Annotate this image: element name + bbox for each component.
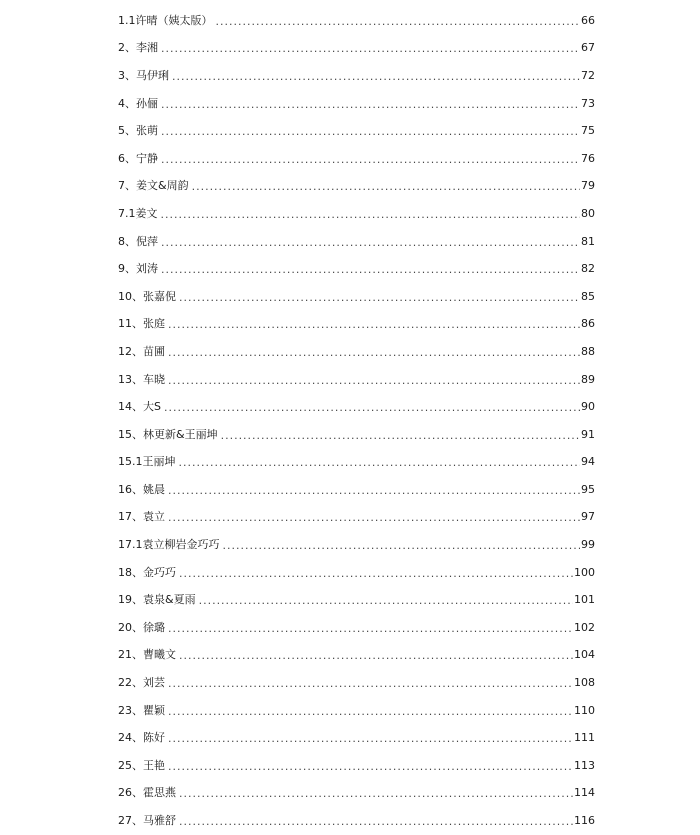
toc-entry-title: 24、陈好 [118, 731, 165, 745]
toc-dot-leader [168, 484, 580, 498]
toc-entry-page-number: 88 [581, 344, 595, 358]
toc-entry-title: 19、袁泉&夏雨 [118, 593, 196, 607]
toc-dot-leader [179, 291, 580, 305]
toc-entry-page-number: 82 [581, 262, 595, 276]
toc-entry-title: 4、孙俪 [118, 96, 158, 110]
toc-entry-page-number: 72 [581, 68, 595, 82]
toc-entry[interactable] [118, 780, 595, 808]
toc-dot-leader [161, 125, 580, 139]
toc-entry-page-number: 89 [581, 372, 595, 386]
toc-entry-page-number: 94 [581, 455, 595, 469]
toc-entry[interactable] [118, 586, 595, 614]
toc-entry-title: 22、刘芸 [118, 676, 165, 690]
toc-entry[interactable] [118, 421, 595, 449]
toc-entry[interactable] [118, 559, 595, 587]
toc-dot-leader [179, 456, 581, 470]
toc-dot-leader [161, 236, 580, 250]
table-of-contents [118, 7, 595, 835]
toc-entry-page-number: 100 [574, 565, 595, 579]
toc-entry-title: 8、倪萍 [118, 234, 158, 248]
toc-entry[interactable] [118, 697, 595, 725]
toc-entry[interactable] [118, 614, 595, 642]
toc-entry-title: 7、姜文&周韵 [118, 179, 189, 193]
toc-dot-leader [179, 649, 573, 663]
toc-entry-page-number: 116 [574, 814, 595, 828]
toc-entry-title: 9、刘涛 [118, 262, 158, 276]
toc-entry-page-number: 113 [574, 758, 595, 772]
toc-dot-leader [179, 815, 573, 829]
toc-dot-leader [161, 98, 580, 112]
toc-entry-title: 27、马雅舒 [118, 814, 176, 828]
toc-dot-leader [168, 677, 573, 691]
toc-entry[interactable] [118, 338, 595, 366]
toc-entry[interactable] [118, 283, 595, 311]
toc-dot-leader [168, 760, 573, 774]
toc-entry-page-number: 75 [581, 124, 595, 138]
toc-entry-title: 6、宁静 [118, 151, 158, 165]
toc-entry-title: 5、张萌 [118, 124, 158, 138]
toc-entry-title: 16、姚晨 [118, 482, 165, 496]
toc-entry[interactable] [118, 366, 595, 394]
toc-entry-title: 17.1袁立柳岩金巧巧 [118, 538, 220, 552]
toc-entry-title: 13、车晓 [118, 372, 165, 386]
toc-entry-title: 20、徐璐 [118, 620, 165, 634]
toc-entry[interactable] [118, 62, 595, 90]
toc-entry[interactable] [118, 476, 595, 504]
toc-entry-page-number: 81 [581, 234, 595, 248]
toc-dot-leader [223, 539, 581, 553]
toc-dot-leader [161, 42, 580, 56]
toc-entry[interactable] [118, 255, 595, 283]
toc-dot-leader [199, 594, 573, 608]
toc-entry-title: 11、张庭 [118, 317, 165, 331]
toc-entry-page-number: 99 [581, 538, 595, 552]
toc-entry[interactable] [118, 7, 595, 35]
toc-entry-title: 3、马伊琍 [118, 68, 169, 82]
toc-entry[interactable] [118, 117, 595, 145]
toc-entry-page-number: 114 [574, 786, 595, 800]
toc-entry-page-number: 91 [581, 427, 595, 441]
toc-entry[interactable] [118, 531, 595, 559]
toc-dot-leader [179, 567, 573, 581]
toc-entry[interactable] [118, 90, 595, 118]
toc-entry[interactable] [118, 173, 595, 201]
toc-entry-page-number: 67 [581, 41, 595, 55]
toc-entry-page-number: 97 [581, 510, 595, 524]
toc-entry-page-number: 86 [581, 317, 595, 331]
toc-entry-title: 1.1许晴（姨太版） [118, 13, 213, 27]
toc-dot-leader [168, 374, 580, 388]
toc-entry[interactable] [118, 642, 595, 670]
toc-dot-leader [192, 180, 580, 194]
toc-entry[interactable] [118, 228, 595, 256]
toc-entry[interactable] [118, 669, 595, 697]
toc-entry-title: 12、苗圃 [118, 344, 165, 358]
toc-entry-page-number: 80 [581, 206, 595, 220]
toc-entry[interactable] [118, 449, 595, 477]
toc-entry-title: 21、曹曦文 [118, 648, 176, 662]
toc-dot-leader [168, 732, 573, 746]
toc-entry[interactable] [118, 311, 595, 339]
toc-entry-page-number: 73 [581, 96, 595, 110]
toc-dot-leader [168, 511, 580, 525]
toc-entry-title: 18、金巧巧 [118, 565, 176, 579]
toc-entry-title: 23、瞿颖 [118, 703, 165, 717]
toc-entry-title: 25、王艳 [118, 758, 165, 772]
toc-entry-page-number: 90 [581, 400, 595, 414]
toc-entry-page-number: 79 [581, 179, 595, 193]
toc-entry-title: 17、袁立 [118, 510, 165, 524]
toc-entry-page-number: 95 [581, 482, 595, 496]
toc-entry-page-number: 110 [574, 703, 595, 717]
toc-entry[interactable] [118, 200, 595, 228]
toc-entry[interactable] [118, 752, 595, 780]
toc-entry[interactable] [118, 807, 595, 835]
toc-entry[interactable] [118, 724, 595, 752]
toc-entry-page-number: 104 [574, 648, 595, 662]
toc-dot-leader [216, 15, 581, 29]
toc-entry-page-number: 76 [581, 151, 595, 165]
toc-entry-page-number: 108 [574, 676, 595, 690]
toc-dot-leader [168, 705, 573, 719]
toc-entry-page-number: 101 [574, 593, 595, 607]
toc-entry-page-number: 102 [574, 620, 595, 634]
toc-entry-page-number: 66 [581, 13, 595, 27]
toc-entry-title: 15.1王丽坤 [118, 455, 176, 469]
toc-entry-title: 15、林更新&王丽坤 [118, 427, 218, 441]
toc-entry[interactable] [118, 504, 595, 532]
toc-entry-page-number: 85 [581, 289, 595, 303]
toc-dot-leader [161, 208, 581, 222]
toc-entry-title: 10、张嘉倪 [118, 289, 176, 303]
toc-dot-leader [168, 622, 573, 636]
toc-entry[interactable] [118, 145, 595, 173]
toc-dot-leader [164, 401, 580, 415]
toc-entry-title: 14、大S [118, 400, 161, 414]
toc-dot-leader [168, 318, 580, 332]
toc-dot-leader [172, 70, 580, 84]
toc-entry-title: 2、李湘 [118, 41, 158, 55]
toc-entry[interactable] [118, 35, 595, 63]
toc-dot-leader [161, 153, 580, 167]
toc-entry-page-number: 111 [574, 731, 595, 745]
toc-entry-title: 7.1姜文 [118, 206, 158, 220]
toc-entry-title: 26、霍思燕 [118, 786, 176, 800]
toc-dot-leader [221, 429, 580, 443]
toc-entry[interactable] [118, 393, 595, 421]
toc-dot-leader [161, 263, 580, 277]
toc-dot-leader [168, 346, 580, 360]
toc-dot-leader [179, 787, 573, 801]
